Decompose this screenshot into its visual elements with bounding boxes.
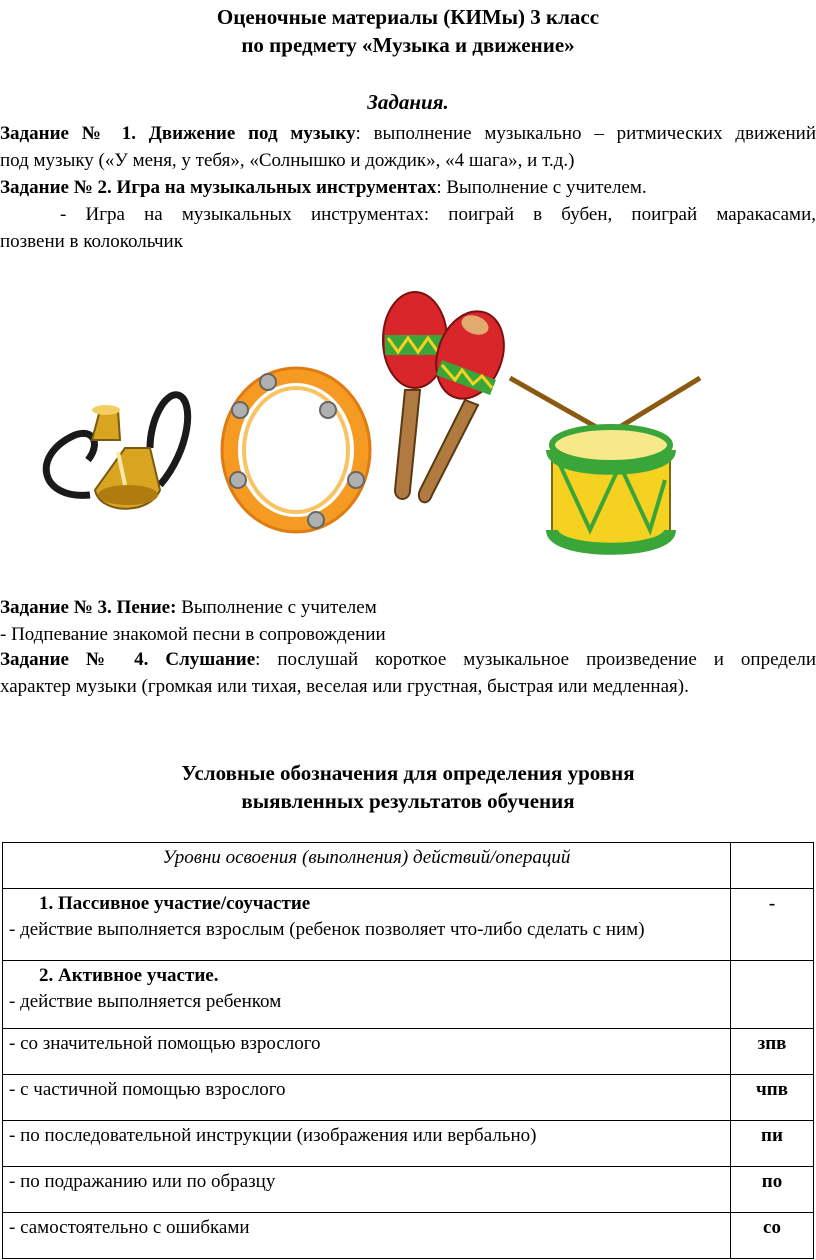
table-header-row (3, 843, 814, 889)
task-3-sub: - Подпевание знакомой песни в сопровождении (0, 624, 386, 645)
levels-table (2, 842, 814, 1259)
row-code: со (731, 1213, 814, 1259)
table-row (3, 961, 814, 1029)
task-2-text: : Выполнение с учителем. (436, 177, 647, 198)
maracas-icon (383, 292, 515, 502)
row-text: - с частичной помощью взрослого (3, 1075, 731, 1121)
task-1-label: Задание № 1. Движение под музыку (0, 123, 356, 144)
task-4-text-cont: характер музыки (громкая или тихая, веселая или грустная, быстрая или медленная). (0, 676, 689, 697)
task-2-label: Задание № 2. Игра на музыкальных инструментах (0, 177, 437, 198)
row-code: зпв (731, 1029, 814, 1075)
task-2 (0, 174, 816, 255)
row-code: по (731, 1167, 814, 1213)
drum-icon (510, 378, 700, 549)
row-text: - со значительной помощью взрослого (3, 1029, 731, 1075)
task-1-text: : выполнение музыкально – ритмических движений (355, 123, 816, 144)
task-1-text-cont: под музыку («У меня, у тебя», «Солнышко и дождик», «4 шага», и т.д.) (0, 150, 575, 171)
task-3 (0, 594, 816, 648)
level-1-code: - (731, 889, 814, 961)
level-2-code (731, 961, 814, 1029)
table-row (3, 1167, 814, 1213)
level-2-title: 2. Активное участие. (39, 965, 219, 986)
legend-title-line2: выявленных результатов обучения (241, 789, 575, 813)
row-text: - самостоятельно с ошибками (3, 1213, 731, 1259)
legend-title-line1: Условные обозначения для определения уровня (181, 761, 635, 785)
table-header: Уровни освоения (выполнения) действий/операций (3, 843, 731, 889)
task-2-sub: - Игра на музыкальных инструментах: поиграй в бубен, поиграй маракасами, (60, 204, 816, 225)
table-row (3, 1075, 814, 1121)
table-header-code (731, 843, 814, 889)
row-text: - по подражанию или по образцу (3, 1167, 731, 1213)
doc-title-line2: по предмету «Музыка и движение» (241, 33, 575, 57)
task-3-text: Выполнение с учителем (176, 597, 377, 618)
task-3-label: Задание № 3. Пение: (0, 597, 177, 618)
task-4-label: Задание № 4. Слушание (0, 649, 256, 670)
handbells-icon (46, 395, 187, 509)
task-4 (0, 646, 816, 700)
table-row (3, 1121, 814, 1167)
row-code: пи (731, 1121, 814, 1167)
task-4-text: : послушай короткое музыкальное произведение и определи (255, 649, 816, 670)
level-2-desc: - действие выполняется ребенком (9, 991, 282, 1012)
tambourine-icon (222, 368, 370, 532)
row-text: - по последовательной инструкции (изображения или вербально) (3, 1121, 731, 1167)
task-2-sub-cont: позвени в колокольчик (0, 231, 183, 252)
doc-title-line1: Оценочные материалы (КИМы) 3 класс (216, 5, 600, 29)
table-row (3, 1213, 814, 1259)
task-1 (0, 120, 816, 174)
table-row (3, 1029, 814, 1075)
row-code: чпв (731, 1075, 814, 1121)
level-1-desc: - действие выполняется взрослым (ребенок позволяет что-либо сделать с ним) (9, 919, 645, 940)
level-1-title: 1. Пассивное участие/соучастие (39, 893, 311, 914)
tasks-heading: Задания. (367, 90, 449, 114)
table-row (3, 889, 814, 961)
instruments-illustration (0, 280, 816, 580)
